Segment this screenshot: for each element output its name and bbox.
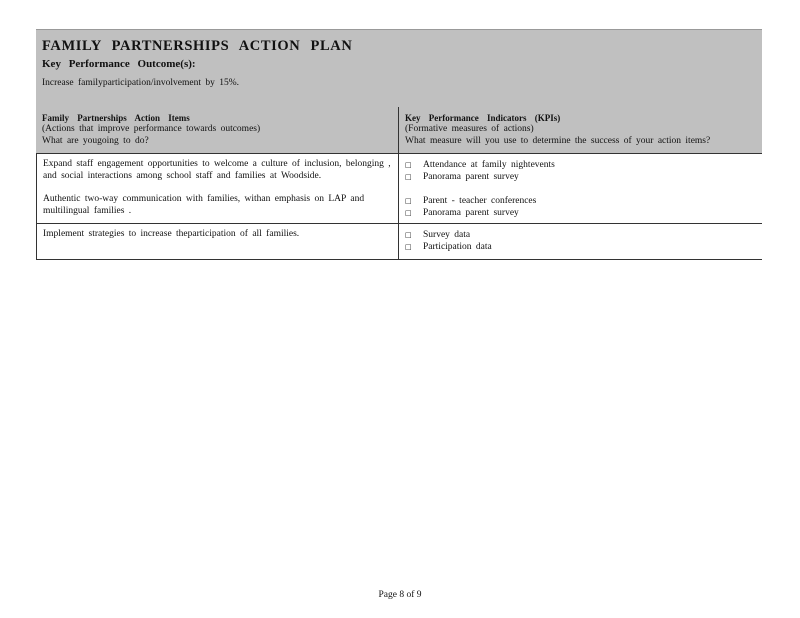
action-item: Authentic two-way communication with families, withan emphasis on LAP and multilingual families . [43,194,365,216]
kpi-text: Parent - teacher conferences [423,196,537,206]
kpi-item [405,195,756,207]
kpi-item [405,229,756,241]
table-header [36,107,762,154]
action-items-header [36,107,399,153]
page-title: FAMILY PARTNERSHIPS ACTION PLAN [42,38,353,54]
kpi-text: Participation data [423,242,492,252]
key-performance-outcome-label: Key Performance Outcome(s): [42,58,196,70]
kpi-subtitle: (Formative measures of actions) [405,124,534,134]
checkbox-icon: □ [405,161,412,169]
kpi-text: Panorama parent survey [423,208,519,218]
action-items-cell [36,224,399,259]
page-number: Page 8 of 9 [378,590,422,600]
outcome-goal: Increase familyparticipation/involvement by 15%. [42,78,239,88]
action-plan-sheet [36,29,762,260]
kpi-cell [399,224,762,259]
action-item: Implement strategies to increase theparticipation of all families. [43,229,300,239]
checkbox-icon: □ [405,243,412,251]
table-row [36,154,762,224]
kpi-item [405,171,756,183]
kpi-item [405,159,756,171]
plan-header [36,29,762,107]
kpi-item [405,207,756,219]
checkbox-icon: □ [405,197,412,205]
action-items-subtitle: (Actions that improve performance towards outcomes) [42,124,261,134]
kpi-title: Key Performance Indicators (KPIs) [405,113,561,123]
kpi-text: Panorama parent survey [423,172,519,182]
action-item: Expand staff engagement opportunities to welcome a culture of inclusion, belonging , and social interactions among school staff and families at Woodside. [43,159,391,181]
checkbox-icon: □ [405,231,412,239]
kpi-cell [399,154,762,223]
kpi-text: Survey data [423,230,471,240]
kpi-header [399,107,762,153]
action-items-question: What are yougoing to do? [42,135,149,146]
checkbox-icon: □ [405,209,412,217]
action-items-title: Family Partnerships Action Items [42,113,190,123]
kpi-text: Attendance at family nightevents [423,160,555,170]
action-items-cell [36,154,399,223]
checkbox-icon: □ [405,173,412,181]
kpi-item [405,241,756,253]
table-row [36,224,762,260]
kpi-question: What measure will you use to determine the success of your action items? [405,135,711,146]
